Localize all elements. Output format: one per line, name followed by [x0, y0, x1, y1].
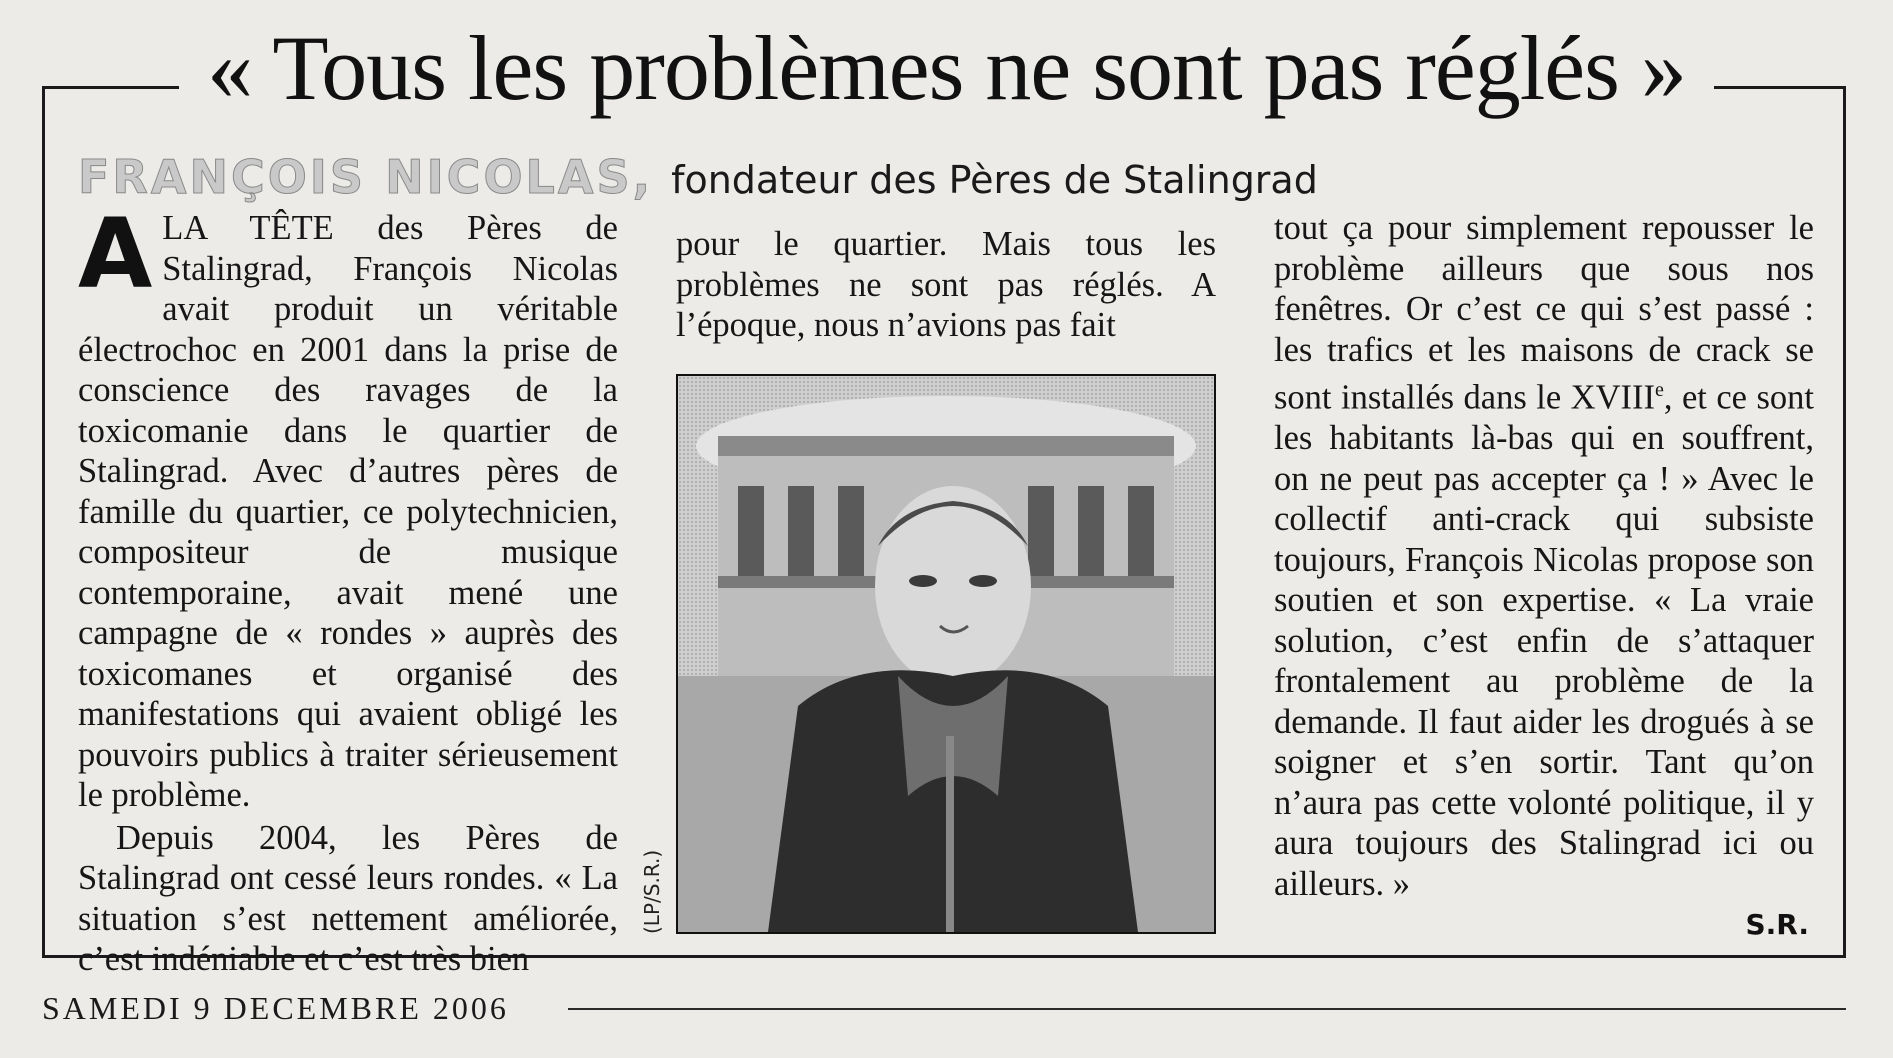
photo-credit: (LP/S.R.): [640, 849, 664, 934]
column-1: [78, 198, 618, 980]
dateline: SAMEDI 9 DECEMBRE 2006: [42, 990, 509, 1026]
column-3-text-b: , et ce sont les habitants là-bas qui en souffrent, on ne peut pas accepter ça ! » Avec le collectif anti-crack qui subsiste toujours, François Nicolas propose son soutien et son expertise. « La vraie solution, c’est enfin de s’attaquer frontalement au problème de la demande. Il faut aider les drogués à se soigner et s’en sortir. Tant qu’on n’aura pas cette volonté politique, il y aura toujours des Stalingrad ici ou ailleurs. »: [1274, 378, 1814, 903]
column-3-text: [1274, 208, 1814, 904]
byline-role: fondateur des Pères de Stalingrad: [671, 158, 1318, 202]
paragraph-1: [78, 198, 618, 816]
author-signature: S.R.: [1745, 908, 1809, 941]
column-2-text: pour le quartier. Mais tous les problèmes ne sont pas réglés. A l’époque, nous n’avions pas fait: [676, 225, 1216, 344]
portrait-photo: [676, 374, 1216, 934]
headline-container: [0, 18, 1893, 118]
paragraph-2: Depuis 2004, les Pères de Stalingrad ont cessé leurs rondes. « La situation s’est nettement améliorée, c’est indéniable et c’est très bien: [78, 818, 618, 978]
column-3: [1274, 208, 1814, 904]
portrait-illustration: [678, 376, 1214, 932]
byline: [78, 150, 1318, 204]
drop-cap: A: [78, 198, 153, 310]
superscript-e: e: [1654, 379, 1664, 401]
column-2: [676, 224, 1216, 346]
byline-name: FRANÇOIS NICOLAS,: [78, 150, 654, 204]
column-3-text-a: tout ça pour simplement repousser le problème ailleurs que sous nos fenêtres. Or c’est ce qui s’est passé : les trafics et les maisons de crack se sont installés dans le XVIII: [1274, 209, 1814, 417]
headline: « Tous les problèmes ne sont pas réglés »: [179, 18, 1714, 118]
paragraph-1-text: LA TÊTE des Pères de Stalingrad, François Nicolas avait produit un véritable électrochoc en 2001 dans la prise de conscience des ravages de la toxicomanie dans le quartier de Stalingrad. Avec d’autres pères de famille du quartier, ce polytechnicien, compositeur de musique contemporaine, avait mené une campagne de « rondes » auprès des toxicomanes et organisé des manifestations qui avaient obligé les pouvoirs publics à traiter sérieusement le problème.: [78, 209, 618, 814]
date-rule: [568, 1008, 1846, 1010]
